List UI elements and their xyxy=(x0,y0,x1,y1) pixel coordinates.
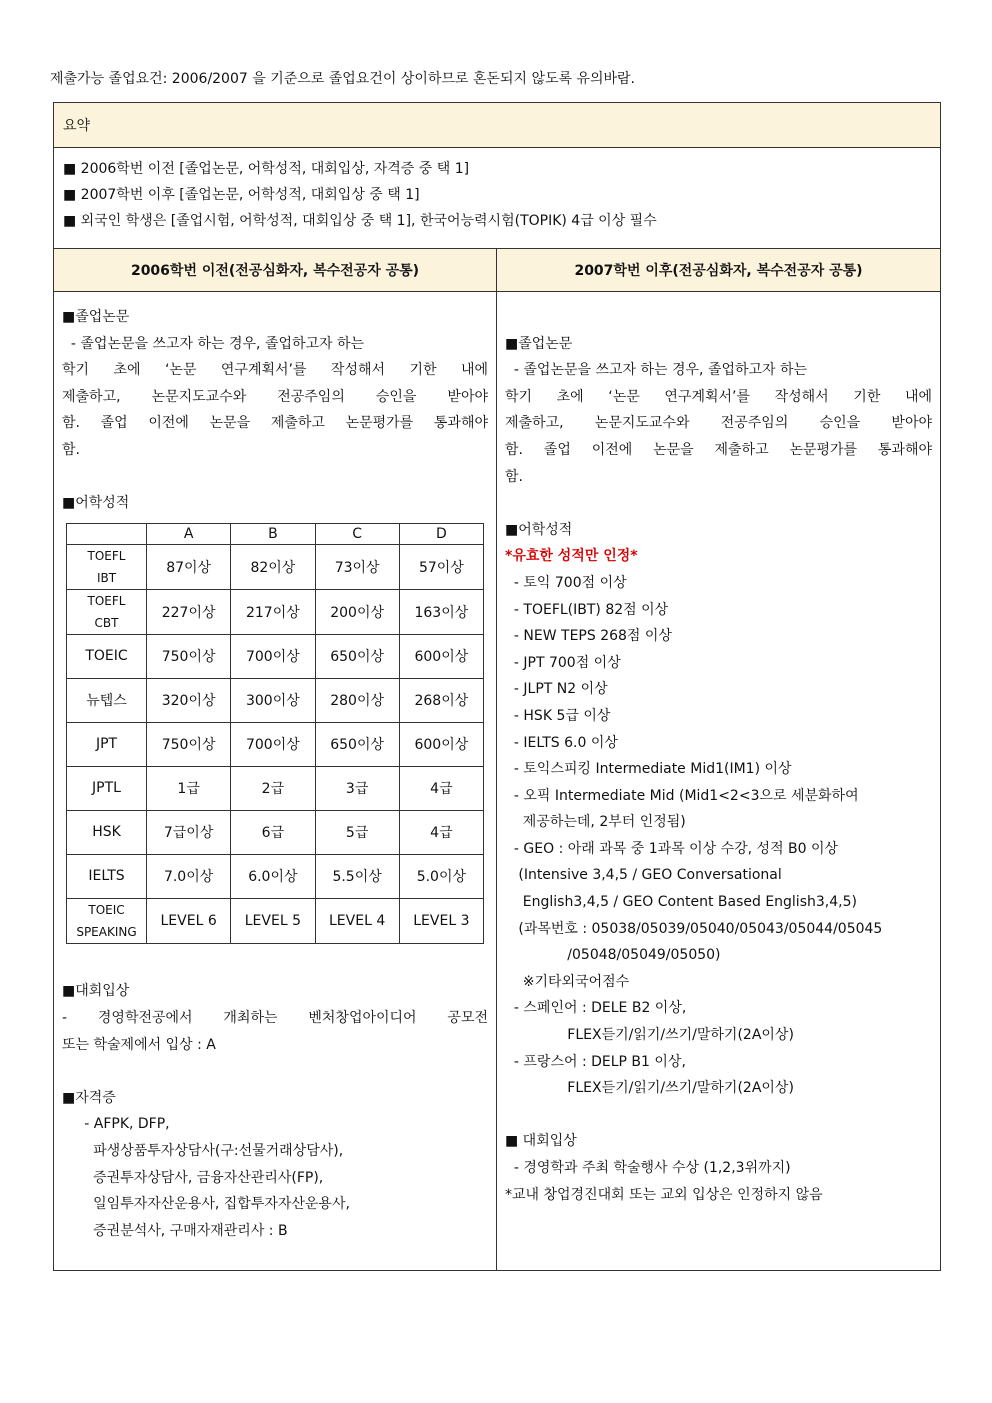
language-item: - GEO : 아래 과목 중 1과목 이상 수강, 성적 B0 이상 xyxy=(505,840,839,857)
left-cert-line: 증권투자상담사, 금융자산관리사(FP), xyxy=(62,1169,324,1186)
language-item: - JLPT N2 이상 xyxy=(505,681,608,698)
summary-item: ■ 2007학번 이후 [졸업논문, 어학성적, 대회입상 중 택 1] xyxy=(63,187,420,203)
score-cell: 7.0이상 xyxy=(147,854,231,898)
left-contest-title: ■대회입상 xyxy=(62,983,130,1000)
summary-body xyxy=(54,148,941,249)
score-cell: 6급 xyxy=(231,810,315,854)
left-language-title: ■어학성적 xyxy=(62,495,130,512)
score-cell: 650이상 xyxy=(315,722,399,766)
score-cell: 3급 xyxy=(315,766,399,810)
language-item: - JPT 700점 이상 xyxy=(505,654,621,671)
score-cell: 700이상 xyxy=(231,722,315,766)
left-contest-line: 또는 학술제에서 입상 : A xyxy=(62,1036,216,1053)
table-row xyxy=(67,589,484,634)
score-cell: 5.0이상 xyxy=(399,854,483,898)
intro-note: 제출가능 졸업요건: 2006/2007 을 기준으로 졸업요건이 상이하므로 혼돈되지 않도록 유의바람. xyxy=(50,71,636,87)
table-row xyxy=(67,854,484,898)
right-thesis-line: 제출하고, 논문지도교수와 전공주임의 승인을 받아야 xyxy=(505,415,932,432)
left-cert-line: 일임투자자산운용사, 집합투자자산운용사, xyxy=(62,1196,350,1213)
score-cell: 750이상 xyxy=(147,722,231,766)
summary-item: ■ 외국인 학생은 [졸업시험, 어학성적, 대회입상 중 택 1], 한국어능력시험(TOPIK) 4급 이상 필수 xyxy=(63,213,657,229)
right-thesis-title: ■졸업논문 xyxy=(505,335,573,352)
language-table-header-row xyxy=(67,523,484,544)
right-column-header: 2007학번 이후(전공심화자, 복수전공자 공통) xyxy=(497,249,941,292)
left-column-header: 2006학번 이전(전공심화자, 복수전공자 공통) xyxy=(54,249,497,292)
score-cell: LEVEL 3 xyxy=(399,898,483,943)
left-column xyxy=(54,292,497,1271)
table-row xyxy=(67,678,484,722)
summary-title-text: 요약 xyxy=(63,118,91,134)
right-language-title: ■어학성적 xyxy=(505,521,573,538)
left-thesis-line: 제출하고, 논문지도교수와 전공주임의 승인을 받아야 xyxy=(62,388,488,405)
score-cell: 1급 xyxy=(147,766,231,810)
score-cell: 2급 xyxy=(231,766,315,810)
test-name-cell: IELTS xyxy=(67,854,147,898)
language-table-header: A xyxy=(147,523,231,544)
language-item: - 토익 700점 이상 xyxy=(505,574,627,591)
score-cell: 600이상 xyxy=(399,722,483,766)
left-cert-line: 파생상품투자상담사(구:선물거래상담사), xyxy=(62,1142,344,1159)
language-item: /05048/05049/05050) xyxy=(505,947,721,964)
language-item: (Intensive 3,4,5 / GEO Conversational xyxy=(505,867,782,884)
score-cell: LEVEL 6 xyxy=(147,898,231,943)
left-cert-line: - AFPK, DFP, xyxy=(62,1116,170,1133)
language-item: 제공하는데, 2부터 인정됨) xyxy=(505,814,686,831)
language-item: English3,4,5 / GEO Content Based English3,4,5) xyxy=(505,894,857,911)
language-item: - NEW TEPS 268점 이상 xyxy=(505,628,672,645)
test-name-cell: TOEIC xyxy=(67,634,147,678)
right-column xyxy=(497,292,941,1271)
test-name: IBT xyxy=(96,570,117,585)
right-thesis-line: - 졸업논문을 쓰고자 하는 경우, 졸업하고자 하는 xyxy=(505,362,808,379)
language-item: FLEX듣기/읽기/쓰기/말하기(2A이상) xyxy=(505,1080,794,1097)
summary-title xyxy=(54,103,941,148)
score-cell: 600이상 xyxy=(399,634,483,678)
score-cell: 280이상 xyxy=(315,678,399,722)
right-contest-line: *교내 창업경진대회 또는 교외 입상은 인정하지 않음 xyxy=(505,1186,823,1203)
language-item: - IELTS 6.0 이상 xyxy=(505,734,618,751)
score-cell: 73이상 xyxy=(315,544,399,589)
language-item: (과목번호 : 05038/05039/05040/05043/05044/05045 xyxy=(505,920,883,937)
language-item: - 프랑스어 : DELP B1 이상, xyxy=(505,1053,686,1070)
test-name-cell: JPT xyxy=(67,722,147,766)
language-item: FLEX듣기/읽기/쓰기/말하기(2A이상) xyxy=(505,1027,794,1044)
right-contest-line: - 경영학과 주최 학술행사 수상 (1,2,3위까지) xyxy=(505,1160,791,1176)
score-cell: 82이상 xyxy=(231,544,315,589)
language-score-table xyxy=(66,523,484,944)
test-name-cell: HSK xyxy=(67,810,147,854)
score-cell: 200이상 xyxy=(315,589,399,634)
score-cell: 6.0이상 xyxy=(231,854,315,898)
score-cell: 87이상 xyxy=(147,544,231,589)
right-thesis-line: 함. xyxy=(505,468,523,485)
score-cell: LEVEL 5 xyxy=(231,898,315,943)
test-name-cell xyxy=(67,589,147,634)
language-item: - 스페인어 : DELE B2 이상, xyxy=(505,1000,687,1017)
table-row xyxy=(67,766,484,810)
table-row xyxy=(67,634,484,678)
right-contest-title: ■ 대회입상 xyxy=(505,1133,577,1150)
test-name: TOEFL xyxy=(87,548,126,563)
requirements-table xyxy=(53,102,941,1271)
table-row xyxy=(67,544,484,589)
score-cell: 300이상 xyxy=(231,678,315,722)
language-item: - TOEFL(IBT) 82점 이상 xyxy=(505,601,669,618)
language-table-header xyxy=(67,523,147,544)
test-name: SPEAKING xyxy=(76,924,137,939)
score-cell: 4급 xyxy=(399,810,483,854)
right-thesis-line: 학기 초에 ‘논문 연구계획서’를 작성해서 기한 내에 xyxy=(505,388,932,405)
score-cell: 268이상 xyxy=(399,678,483,722)
score-cell: 700이상 xyxy=(231,634,315,678)
test-name-cell xyxy=(67,898,147,943)
test-name: CBT xyxy=(94,615,119,630)
score-cell: 5급 xyxy=(315,810,399,854)
left-thesis-line: 함. 졸업 이전에 논문을 제출하고 논문평가를 통과해야 xyxy=(62,415,488,432)
language-item: - HSK 5급 이상 xyxy=(505,707,611,724)
score-cell: 320이상 xyxy=(147,678,231,722)
valid-score-note: *유효한 성적만 인정* xyxy=(505,548,638,565)
score-cell: 57이상 xyxy=(399,544,483,589)
test-name: TOEIC xyxy=(88,902,125,917)
language-item: - 토익스피킹 Intermediate Mid1(IM1) 이상 xyxy=(505,761,792,778)
left-thesis-title: ■졸업논문 xyxy=(62,309,130,325)
language-item: ※기타외국어점수 xyxy=(505,973,630,990)
left-cert-line: 증권분석사, 구매자재관리사 : B xyxy=(62,1222,288,1239)
score-cell: 7급이상 xyxy=(147,810,231,854)
test-name-cell: 뉴텝스 xyxy=(67,678,147,722)
language-item: - 오픽 Intermediate Mid (Mid1<2<3으로 세분화하여 xyxy=(505,787,859,804)
left-thesis-line: - 졸업논문을 쓰고자 하는 경우, 졸업하고자 하는 xyxy=(62,335,365,352)
test-name-cell: JPTL xyxy=(67,766,147,810)
test-name: TOEFL xyxy=(87,593,126,608)
language-table-header: D xyxy=(399,523,483,544)
left-contest-line: - 경영학전공에서 개최하는 벤처창업아이디어 공모전 xyxy=(62,1009,488,1026)
score-cell: 163이상 xyxy=(399,589,483,634)
left-thesis-line: 함. xyxy=(62,441,80,458)
score-cell: LEVEL 4 xyxy=(315,898,399,943)
language-table-header: C xyxy=(315,523,399,544)
score-cell: 750이상 xyxy=(147,634,231,678)
table-row xyxy=(67,810,484,854)
language-table-header: B xyxy=(231,523,315,544)
test-name-cell xyxy=(67,544,147,589)
score-cell: 227이상 xyxy=(147,589,231,634)
summary-item: ■ 2006학번 이전 [졸업논문, 어학성적, 대회입상, 자격증 중 택 1] xyxy=(63,161,470,177)
left-thesis-line: 학기 초에 ‘논문 연구계획서’를 작성해서 기한 내에 xyxy=(62,362,488,379)
left-cert-title: ■자격증 xyxy=(62,1089,116,1106)
score-cell: 217이상 xyxy=(231,589,315,634)
score-cell: 5.5이상 xyxy=(315,854,399,898)
table-row xyxy=(67,898,484,943)
table-row xyxy=(67,722,484,766)
score-cell: 4급 xyxy=(399,766,483,810)
score-cell: 650이상 xyxy=(315,634,399,678)
right-thesis-line: 함. 졸업 이전에 논문을 제출하고 논문평가를 통과해야 xyxy=(505,441,932,458)
